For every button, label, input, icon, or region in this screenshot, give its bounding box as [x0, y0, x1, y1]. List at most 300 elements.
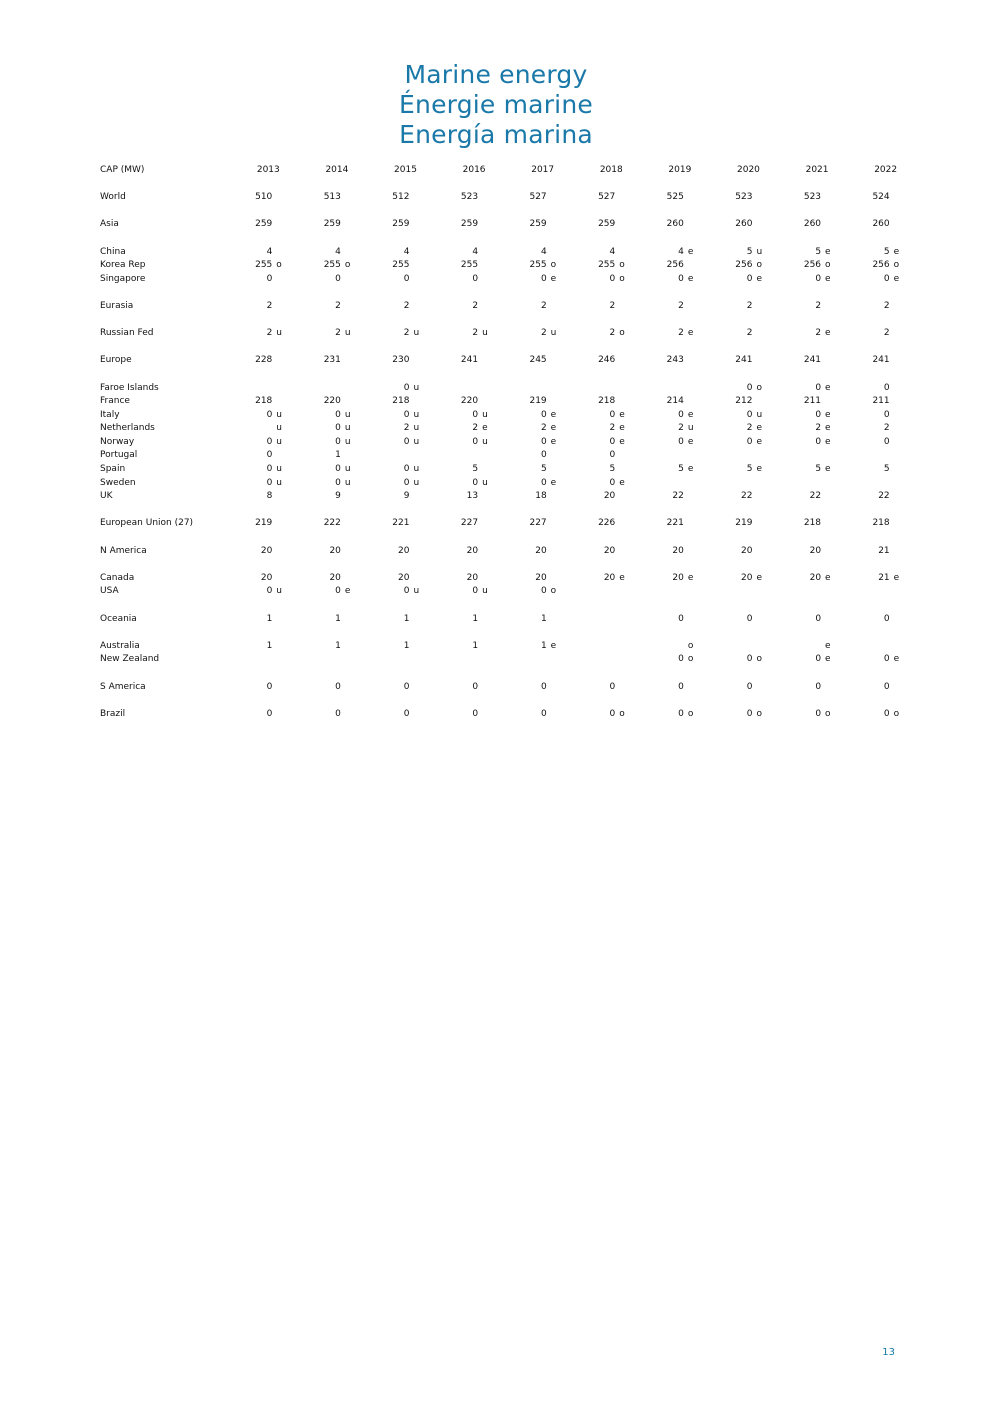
- table-cell: [234, 708, 303, 722]
- table-cell: [508, 490, 577, 504]
- cell-value: 0: [472, 477, 479, 488]
- cell-value: 2: [746, 423, 753, 434]
- cell-value: 0: [815, 409, 822, 420]
- table-cell: [234, 490, 303, 504]
- cell-value: 0: [609, 477, 616, 488]
- cell-flag: u: [413, 464, 420, 475]
- cell-value: 0: [609, 273, 616, 284]
- table-spacer-row: [100, 232, 920, 246]
- cell-value: 5: [609, 464, 616, 475]
- cell-value: 241: [735, 355, 753, 366]
- cell-flag: e: [619, 572, 625, 583]
- table-cell: [234, 477, 303, 491]
- cell-value: 1: [335, 450, 341, 461]
- table-cell: [508, 259, 577, 273]
- table-cell: [646, 572, 715, 586]
- cell-flag: e: [893, 246, 900, 257]
- cell-value: 1: [472, 613, 479, 624]
- table-row: [100, 436, 920, 450]
- table-cell: [783, 640, 852, 654]
- cell-value: 4: [540, 246, 547, 257]
- cell-value: 241: [460, 355, 479, 366]
- cell-flag: e: [825, 382, 831, 393]
- table-cell: [783, 681, 852, 695]
- cell-value: 0: [472, 436, 479, 447]
- table-cell: [234, 246, 303, 260]
- cell-flag: o: [756, 708, 762, 719]
- cell-value: 231: [323, 355, 341, 366]
- cell-value: 2: [815, 328, 822, 339]
- year-header: 2019: [668, 165, 692, 175]
- cell-value: 255: [460, 260, 479, 271]
- table-cell: [234, 572, 303, 586]
- table-cell: [508, 477, 577, 491]
- table-cell: [303, 409, 372, 423]
- cell-value: 2: [746, 328, 753, 339]
- cell-value: 2: [609, 328, 616, 339]
- cell-value: 241: [872, 355, 890, 366]
- cell-value: 0: [883, 382, 890, 393]
- cell-value: 228: [255, 355, 273, 366]
- cell-value: 9: [403, 491, 410, 502]
- table-cell: [714, 640, 783, 654]
- cell-flag: e: [893, 654, 900, 665]
- cell-value: 227: [460, 518, 479, 529]
- cell-flag: o: [619, 328, 625, 339]
- cell-value: 0: [678, 613, 684, 624]
- table-cell: [714, 681, 783, 695]
- cell-value: 20: [466, 572, 479, 583]
- table-cell: [440, 517, 509, 531]
- cell-flag: e: [687, 409, 694, 420]
- table-cell: [577, 436, 646, 450]
- table-row: [100, 327, 920, 341]
- table-cell: [440, 463, 509, 477]
- cell-flag: o: [756, 654, 762, 665]
- table-cell: [783, 300, 852, 314]
- table-cell: [783, 477, 852, 491]
- cell-value: 2: [403, 423, 410, 434]
- table-cell: [851, 436, 920, 450]
- table-cell: [303, 585, 372, 599]
- row-label: European Union (27): [100, 518, 194, 529]
- table-cell: [851, 708, 920, 722]
- cell-value: 0: [335, 436, 341, 447]
- cell-flag: e: [687, 328, 694, 339]
- table-cell: [371, 409, 440, 423]
- cell-value: 218: [255, 396, 273, 407]
- cell-value: 0: [540, 477, 547, 488]
- cell-value: 0: [678, 436, 684, 447]
- cell-flag: o: [619, 260, 625, 271]
- cell-value: 259: [529, 219, 547, 230]
- table-cell: [714, 436, 783, 450]
- table-cell: [371, 300, 440, 314]
- cell-value: 4: [609, 246, 616, 257]
- cell-value: 4: [335, 246, 341, 257]
- table-spacer-row: [100, 314, 920, 328]
- cell-flag: e: [756, 464, 762, 475]
- table-cell: [646, 708, 715, 722]
- cell-flag: u: [413, 423, 420, 434]
- cell-value: 2: [678, 300, 684, 311]
- cell-value: 0: [815, 708, 822, 719]
- table-cell: [303, 463, 372, 477]
- cell-flag: u: [344, 328, 351, 339]
- table-cell: [783, 708, 852, 722]
- table-spacer-row: [100, 178, 920, 192]
- table-cell: [303, 354, 372, 368]
- table-cell: [851, 273, 920, 287]
- cell-value: 0: [540, 586, 547, 597]
- table-cell: [783, 422, 852, 436]
- table-cell: [714, 572, 783, 586]
- cell-value: 2: [403, 300, 410, 311]
- cell-value: 260: [735, 219, 753, 230]
- table-row: [100, 395, 920, 409]
- cell-value: 212: [735, 396, 753, 407]
- cell-value: 259: [255, 219, 273, 230]
- cell-value: 0: [472, 409, 479, 420]
- cell-flag: o: [344, 260, 351, 271]
- cell-flag: u: [482, 328, 488, 339]
- table-cell: [714, 259, 783, 273]
- table-cell: [646, 653, 715, 667]
- table-cell: [646, 449, 715, 463]
- page-number: 13: [882, 1347, 895, 1358]
- cell-value: 227: [529, 518, 547, 529]
- cell-value: 527: [598, 192, 616, 203]
- cell-value: 0: [609, 409, 616, 420]
- cell-value: 2: [815, 300, 822, 311]
- cell-flag: e: [825, 273, 831, 284]
- cell-flag: e: [825, 640, 831, 651]
- cell-value: 20: [603, 545, 616, 556]
- table-cell: [303, 681, 372, 695]
- cell-value: 523: [803, 192, 822, 203]
- table-cell: [577, 409, 646, 423]
- cell-flag: u: [482, 409, 488, 420]
- cell-value: 0: [540, 273, 547, 284]
- table-cell: [714, 449, 783, 463]
- table-cell: [234, 273, 303, 287]
- cell-flag: u: [413, 409, 420, 420]
- table-cell: [577, 218, 646, 232]
- cell-value: 0: [815, 654, 822, 665]
- cell-value: 4: [472, 246, 479, 257]
- cell-value: 5: [678, 464, 684, 475]
- cell-flag: e: [825, 409, 831, 420]
- table-cell: [646, 463, 715, 477]
- table-cell: [508, 585, 577, 599]
- table-header-row: [100, 164, 920, 178]
- table-cell: [577, 273, 646, 287]
- table-cell: [577, 191, 646, 205]
- table-cell: [851, 653, 920, 667]
- row-label: Norway: [100, 436, 135, 447]
- cell-flag: e: [619, 409, 625, 420]
- cell-value: 214: [666, 396, 684, 407]
- cell-flag: o: [756, 260, 762, 271]
- table-cell: [577, 327, 646, 341]
- table-cell: [783, 436, 852, 450]
- cell-value: 1: [335, 613, 341, 624]
- cell-flag: e: [825, 246, 831, 257]
- cell-value: 5: [815, 464, 822, 475]
- cell-value: 1: [403, 613, 410, 624]
- cell-value: 0: [815, 613, 822, 624]
- table-cell: [646, 681, 715, 695]
- table-cell: [783, 395, 852, 409]
- table-spacer-row: [100, 667, 920, 681]
- table-cell: [303, 653, 372, 667]
- cell-value: 2: [609, 423, 616, 434]
- table-row: [100, 218, 920, 232]
- table-cell: [508, 653, 577, 667]
- table-cell: [234, 395, 303, 409]
- cell-value: 2: [883, 300, 890, 311]
- cell-flag: e: [825, 464, 831, 475]
- table-spacer-row: [100, 599, 920, 613]
- table-cell: [303, 640, 372, 654]
- table-cell: [303, 477, 372, 491]
- table-cell: [440, 395, 509, 409]
- cell-value: 0: [472, 708, 479, 719]
- table-row: [100, 681, 920, 695]
- cell-value: 0: [678, 273, 684, 284]
- table-cell: [714, 409, 783, 423]
- cell-value: 2: [883, 423, 890, 434]
- table-cell: [303, 191, 372, 205]
- table-cell: [440, 436, 509, 450]
- cell-flag: e: [893, 572, 900, 583]
- cell-flag: e: [550, 409, 557, 420]
- cell-flag: u: [276, 328, 283, 339]
- table-cell: [714, 327, 783, 341]
- table-cell: [646, 545, 715, 559]
- table-cell: [783, 517, 852, 531]
- table-cell: [440, 545, 509, 559]
- cell-value: 18: [535, 491, 547, 502]
- cell-value: 0: [678, 708, 684, 719]
- table-cell: [303, 436, 372, 450]
- cell-value: 0: [815, 273, 822, 284]
- table-cell: [851, 545, 920, 559]
- cell-value: 0: [815, 681, 822, 692]
- cell-value: 2: [335, 300, 341, 311]
- table-cell: [851, 218, 920, 232]
- cell-value: 527: [529, 192, 547, 203]
- table-cell: [577, 490, 646, 504]
- table-cell: [440, 585, 509, 599]
- table-cell: [508, 422, 577, 436]
- cell-value: 20: [672, 572, 684, 583]
- cell-flag: u: [276, 464, 283, 475]
- table-cell: [783, 273, 852, 287]
- cell-value: 245: [529, 355, 547, 366]
- table-cell: [440, 449, 509, 463]
- cell-value: 0: [266, 586, 273, 597]
- cell-value: 256: [666, 260, 684, 271]
- table-cell: [508, 273, 577, 287]
- table-cell: [303, 246, 372, 260]
- cell-flag: o: [619, 273, 625, 284]
- table-cell: [851, 354, 920, 368]
- row-label: Singapore: [100, 273, 146, 284]
- cell-value: 219: [735, 518, 753, 529]
- year-header: 2014: [325, 165, 349, 175]
- table-cell: [508, 218, 577, 232]
- cell-value: 20: [741, 572, 753, 583]
- table-cell: [851, 300, 920, 314]
- cell-value: 5: [472, 464, 479, 475]
- cell-flag: e: [825, 654, 831, 665]
- table-cell: [440, 653, 509, 667]
- cell-value: 0: [335, 423, 341, 434]
- table-cell: [646, 300, 715, 314]
- table-cell: [646, 273, 715, 287]
- table-cell: [234, 517, 303, 531]
- year-header: 2018: [599, 165, 623, 175]
- table-cell: [303, 422, 372, 436]
- table-cell: [440, 572, 509, 586]
- table-cell: [303, 218, 372, 232]
- table-row: [100, 640, 920, 654]
- cell-value: 5: [746, 246, 753, 257]
- cell-flag: e: [756, 423, 762, 434]
- cell-value: 0: [746, 613, 753, 624]
- table-cell: [783, 246, 852, 260]
- table-cell: [851, 572, 920, 586]
- cell-value: 243: [666, 355, 684, 366]
- row-label: World: [100, 192, 126, 203]
- cell-value: 0: [266, 464, 273, 475]
- cell-value: 0: [678, 409, 684, 420]
- table-cell: [371, 218, 440, 232]
- cell-flag: e: [687, 436, 694, 447]
- table-cell: [440, 681, 509, 695]
- table-cell: [440, 327, 509, 341]
- table-cell: [440, 490, 509, 504]
- cell-value: 523: [735, 192, 753, 203]
- table-cell: [851, 246, 920, 260]
- cell-value: 5: [540, 464, 547, 475]
- row-label: France: [100, 396, 130, 407]
- cell-value: 230: [392, 355, 410, 366]
- table-cell: [646, 395, 715, 409]
- table-cell: [783, 259, 852, 273]
- cell-value: 0: [472, 681, 479, 692]
- cell-flag: e: [687, 464, 694, 475]
- table-cell: [851, 327, 920, 341]
- cell-value: 218: [392, 396, 410, 407]
- cell-value: 256: [872, 260, 890, 271]
- table-cell: [577, 422, 646, 436]
- cell-value: 5: [746, 464, 753, 475]
- table-body: [100, 191, 920, 721]
- cell-value: 0: [335, 464, 341, 475]
- table-cell: [714, 218, 783, 232]
- cell-value: 1: [403, 640, 410, 651]
- cell-value: 525: [666, 192, 684, 203]
- table-cell: [714, 585, 783, 599]
- table-cell: [714, 246, 783, 260]
- cell-value: 0: [883, 436, 890, 447]
- table-cell: [851, 477, 920, 491]
- cell-value: 1: [266, 613, 273, 624]
- table-spacer-row: [100, 531, 920, 545]
- cell-value: 260: [666, 219, 684, 230]
- cell-value: 2: [266, 328, 273, 339]
- cell-value: 4: [403, 246, 410, 257]
- capacity-table: [100, 164, 920, 721]
- cell-value: 523: [460, 192, 479, 203]
- table-cell: [851, 191, 920, 205]
- table-cell: [577, 300, 646, 314]
- row-label: USA: [100, 586, 119, 597]
- table-cell: [508, 640, 577, 654]
- table-cell: [714, 300, 783, 314]
- table-cell: [577, 545, 646, 559]
- cell-flag: o: [276, 260, 282, 271]
- table-cell: [646, 409, 715, 423]
- table-cell: [714, 653, 783, 667]
- row-label: Oceania: [100, 613, 137, 624]
- table-cell: [303, 382, 372, 396]
- cell-value: 0: [883, 708, 890, 719]
- table-cell: [371, 449, 440, 463]
- table-row: [100, 490, 920, 504]
- cell-value: 4: [678, 246, 684, 257]
- table-row: [100, 613, 920, 627]
- table-cell: [371, 490, 440, 504]
- table-cell: [234, 585, 303, 599]
- cell-flag: u: [756, 409, 763, 420]
- cell-flag: u: [482, 436, 488, 447]
- table-cell: [440, 613, 509, 627]
- cell-value: 255: [255, 260, 273, 271]
- table-cell: [783, 463, 852, 477]
- cell-flag: e: [825, 328, 831, 339]
- cell-value: 20: [809, 572, 822, 583]
- table-cell: [577, 585, 646, 599]
- table-cell: [714, 517, 783, 531]
- cell-flag: o: [756, 382, 762, 393]
- cell-value: 0: [266, 436, 273, 447]
- table-cell: [783, 382, 852, 396]
- cell-value: 22: [672, 491, 684, 502]
- cell-value: 2: [815, 423, 822, 434]
- table-cell: [714, 490, 783, 504]
- cell-flag: u: [413, 586, 420, 597]
- table-cell: [646, 585, 715, 599]
- table-cell: [303, 449, 372, 463]
- cell-value: 0: [540, 450, 547, 461]
- year-header: 2020: [737, 165, 760, 175]
- cell-value: 9: [335, 491, 341, 502]
- cell-value: 0: [746, 681, 753, 692]
- table-cell: [577, 613, 646, 627]
- table-cell: [234, 409, 303, 423]
- cell-value: 0: [540, 436, 547, 447]
- cell-value: 0: [678, 681, 684, 692]
- year-header: 2016: [462, 165, 486, 175]
- table-row: [100, 653, 920, 667]
- cell-value: 0: [609, 708, 616, 719]
- table-cell: [303, 517, 372, 531]
- cell-value: 2: [472, 423, 479, 434]
- table-row: [100, 463, 920, 477]
